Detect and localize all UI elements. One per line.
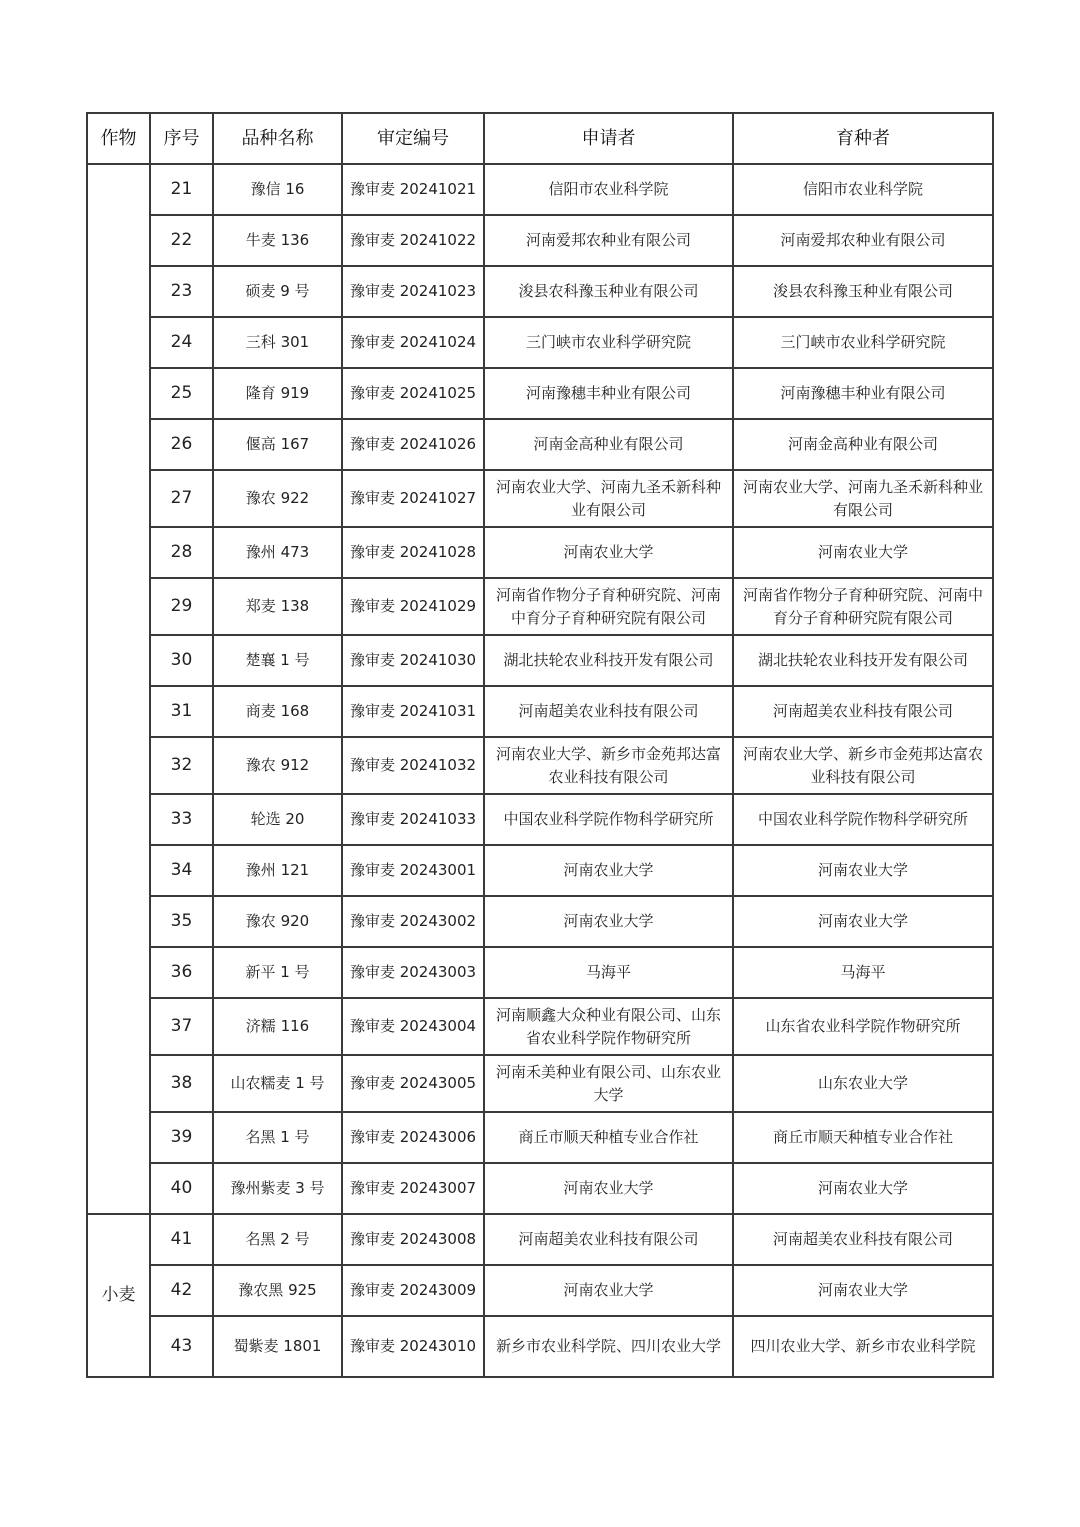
breeder-cell: 河南农业大学	[733, 527, 993, 578]
applicant-cell: 信阳市农业科学院	[484, 164, 733, 215]
breeder-cell: 河南农业大学	[733, 896, 993, 947]
header-number: 序号	[150, 113, 213, 164]
breeder-cell: 三门峡市农业科学研究院	[733, 317, 993, 368]
breeder-cell: 河南省作物分子育种研究院、河南中育分子育种研究院有限公司	[733, 578, 993, 635]
applicant-cell: 河南爱邦农种业有限公司	[484, 215, 733, 266]
row-number-cell: 36	[150, 947, 213, 998]
row-number-cell: 40	[150, 1163, 213, 1214]
approval-number-cell: 豫审麦 20241029	[342, 578, 484, 635]
applicant-cell: 河南农业大学	[484, 1265, 733, 1316]
applicant-cell: 河南禾美种业有限公司、山东农业大学	[484, 1055, 733, 1112]
variety-name-cell: 济糯 116	[213, 998, 342, 1055]
row-number-cell: 30	[150, 635, 213, 686]
approval-number-cell: 豫审麦 20243004	[342, 998, 484, 1055]
variety-name-cell: 轮选 20	[213, 794, 342, 845]
row-number-cell: 43	[150, 1316, 213, 1377]
row-number-cell: 34	[150, 845, 213, 896]
applicant-cell: 河南省作物分子育种研究院、河南中育分子育种研究院有限公司	[484, 578, 733, 635]
table-row	[87, 527, 993, 578]
applicant-cell: 新乡市农业科学院、四川农业大学	[484, 1316, 733, 1377]
breeder-cell: 山东省农业科学院作物研究所	[733, 998, 993, 1055]
table-row	[87, 317, 993, 368]
table-row	[87, 1112, 993, 1163]
applicant-cell: 浚县农科豫玉种业有限公司	[484, 266, 733, 317]
breeder-cell: 中国农业科学院作物科学研究所	[733, 794, 993, 845]
crop-cell	[87, 164, 150, 1214]
approval-number-cell: 豫审麦 20241027	[342, 470, 484, 527]
header-applicant: 申请者	[484, 113, 733, 164]
variety-name-cell: 硕麦 9 号	[213, 266, 342, 317]
table-row	[87, 845, 993, 896]
approval-number-cell: 豫审麦 20243007	[342, 1163, 484, 1214]
table-row	[87, 164, 993, 215]
table-row	[87, 1265, 993, 1316]
breeder-cell: 河南农业大学	[733, 1163, 993, 1214]
variety-name-cell: 豫州 121	[213, 845, 342, 896]
table-row	[87, 266, 993, 317]
applicant-cell: 河南农业大学	[484, 845, 733, 896]
applicant-cell: 河南金高种业有限公司	[484, 419, 733, 470]
breeder-cell: 河南金高种业有限公司	[733, 419, 993, 470]
applicant-cell: 河南农业大学、新乡市金苑邦达富农业科技有限公司	[484, 737, 733, 794]
variety-name-cell: 豫农黑 925	[213, 1265, 342, 1316]
approval-number-cell: 豫审麦 20241026	[342, 419, 484, 470]
variety-name-cell: 三科 301	[213, 317, 342, 368]
table-row	[87, 947, 993, 998]
variety-name-cell: 蜀紫麦 1801	[213, 1316, 342, 1377]
table-row	[87, 419, 993, 470]
row-number-cell: 27	[150, 470, 213, 527]
table-header-row	[87, 113, 993, 164]
breeder-cell: 河南爱邦农种业有限公司	[733, 215, 993, 266]
variety-approval-table	[86, 112, 994, 1378]
breeder-cell: 河南农业大学	[733, 1265, 993, 1316]
variety-name-cell: 偃高 167	[213, 419, 342, 470]
row-number-cell: 32	[150, 737, 213, 794]
applicant-cell: 湖北扶轮农业科技开发有限公司	[484, 635, 733, 686]
table-row	[87, 1055, 993, 1112]
approval-number-cell: 豫审麦 20243008	[342, 1214, 484, 1265]
applicant-cell: 河南农业大学	[484, 527, 733, 578]
variety-name-cell: 新平 1 号	[213, 947, 342, 998]
breeder-cell: 马海平	[733, 947, 993, 998]
variety-name-cell: 山农糯麦 1 号	[213, 1055, 342, 1112]
breeder-cell: 河南农业大学、河南九圣禾新科种业有限公司	[733, 470, 993, 527]
applicant-cell: 河南超美农业科技有限公司	[484, 686, 733, 737]
header-variety-name: 品种名称	[213, 113, 342, 164]
approval-number-cell: 豫审麦 20241030	[342, 635, 484, 686]
breeder-cell: 四川农业大学、新乡市农业科学院	[733, 1316, 993, 1377]
row-number-cell: 26	[150, 419, 213, 470]
breeder-cell: 湖北扶轮农业科技开发有限公司	[733, 635, 993, 686]
row-number-cell: 21	[150, 164, 213, 215]
variety-name-cell: 豫信 16	[213, 164, 342, 215]
variety-name-cell: 商麦 168	[213, 686, 342, 737]
breeder-cell: 河南农业大学	[733, 845, 993, 896]
row-number-cell: 23	[150, 266, 213, 317]
approval-number-cell: 豫审麦 20241022	[342, 215, 484, 266]
variety-name-cell: 豫农 912	[213, 737, 342, 794]
row-number-cell: 22	[150, 215, 213, 266]
breeder-cell: 商丘市顺天种植专业合作社	[733, 1112, 993, 1163]
table-row	[87, 215, 993, 266]
approval-number-cell: 豫审麦 20241021	[342, 164, 484, 215]
table-row	[87, 1214, 993, 1265]
table-row	[87, 470, 993, 527]
applicant-cell: 商丘市顺天种植专业合作社	[484, 1112, 733, 1163]
variety-name-cell: 豫农 922	[213, 470, 342, 527]
variety-name-cell: 豫州紫麦 3 号	[213, 1163, 342, 1214]
table-row	[87, 1316, 993, 1377]
table-row	[87, 578, 993, 635]
table-row	[87, 635, 993, 686]
row-number-cell: 39	[150, 1112, 213, 1163]
approval-number-cell: 豫审麦 20241023	[342, 266, 484, 317]
row-number-cell: 29	[150, 578, 213, 635]
breeder-cell: 信阳市农业科学院	[733, 164, 993, 215]
header-breeder: 育种者	[733, 113, 993, 164]
crop-cell: 小麦	[87, 1214, 150, 1377]
row-number-cell: 24	[150, 317, 213, 368]
table-row	[87, 737, 993, 794]
approval-number-cell: 豫审麦 20243006	[342, 1112, 484, 1163]
approval-number-cell: 豫审麦 20243005	[342, 1055, 484, 1112]
breeder-cell: 山东农业大学	[733, 1055, 993, 1112]
approval-number-cell: 豫审麦 20243001	[342, 845, 484, 896]
breeder-cell: 河南农业大学、新乡市金苑邦达富农业科技有限公司	[733, 737, 993, 794]
row-number-cell: 33	[150, 794, 213, 845]
table-row	[87, 794, 993, 845]
table-row	[87, 998, 993, 1055]
row-number-cell: 37	[150, 998, 213, 1055]
approval-number-cell: 豫审麦 20241028	[342, 527, 484, 578]
applicant-cell: 三门峡市农业科学研究院	[484, 317, 733, 368]
variety-name-cell: 郑麦 138	[213, 578, 342, 635]
variety-name-cell: 名黑 1 号	[213, 1112, 342, 1163]
approval-number-cell: 豫审麦 20241024	[342, 317, 484, 368]
applicant-cell: 河南豫穗丰种业有限公司	[484, 368, 733, 419]
variety-name-cell: 牛麦 136	[213, 215, 342, 266]
row-number-cell: 38	[150, 1055, 213, 1112]
applicant-cell: 河南超美农业科技有限公司	[484, 1214, 733, 1265]
approval-number-cell: 豫审麦 20241031	[342, 686, 484, 737]
header-crop: 作物	[87, 113, 150, 164]
applicant-cell: 河南农业大学	[484, 1163, 733, 1214]
variety-name-cell: 名黑 2 号	[213, 1214, 342, 1265]
table-row	[87, 368, 993, 419]
header-approval-number: 审定编号	[342, 113, 484, 164]
breeder-cell: 河南超美农业科技有限公司	[733, 686, 993, 737]
row-number-cell: 31	[150, 686, 213, 737]
row-number-cell: 41	[150, 1214, 213, 1265]
breeder-cell: 河南超美农业科技有限公司	[733, 1214, 993, 1265]
breeder-cell: 河南豫穗丰种业有限公司	[733, 368, 993, 419]
applicant-cell: 河南农业大学	[484, 896, 733, 947]
approval-number-cell: 豫审麦 20243009	[342, 1265, 484, 1316]
approval-number-cell: 豫审麦 20241033	[342, 794, 484, 845]
approval-number-cell: 豫审麦 20243002	[342, 896, 484, 947]
approval-number-cell: 豫审麦 20241032	[342, 737, 484, 794]
applicant-cell: 河南顺鑫大众种业有限公司、山东省农业科学院作物研究所	[484, 998, 733, 1055]
row-number-cell: 28	[150, 527, 213, 578]
row-number-cell: 35	[150, 896, 213, 947]
table-row	[87, 896, 993, 947]
variety-name-cell: 豫州 473	[213, 527, 342, 578]
table-row	[87, 686, 993, 737]
approval-number-cell: 豫审麦 20241025	[342, 368, 484, 419]
variety-name-cell: 楚襄 1 号	[213, 635, 342, 686]
row-number-cell: 25	[150, 368, 213, 419]
row-number-cell: 42	[150, 1265, 213, 1316]
variety-name-cell: 豫农 920	[213, 896, 342, 947]
table-body	[87, 164, 993, 1377]
approval-number-cell: 豫审麦 20243010	[342, 1316, 484, 1377]
applicant-cell: 中国农业科学院作物科学研究所	[484, 794, 733, 845]
table-row	[87, 1163, 993, 1214]
variety-name-cell: 隆育 919	[213, 368, 342, 419]
applicant-cell: 马海平	[484, 947, 733, 998]
approval-number-cell: 豫审麦 20243003	[342, 947, 484, 998]
breeder-cell: 浚县农科豫玉种业有限公司	[733, 266, 993, 317]
applicant-cell: 河南农业大学、河南九圣禾新科种业有限公司	[484, 470, 733, 527]
